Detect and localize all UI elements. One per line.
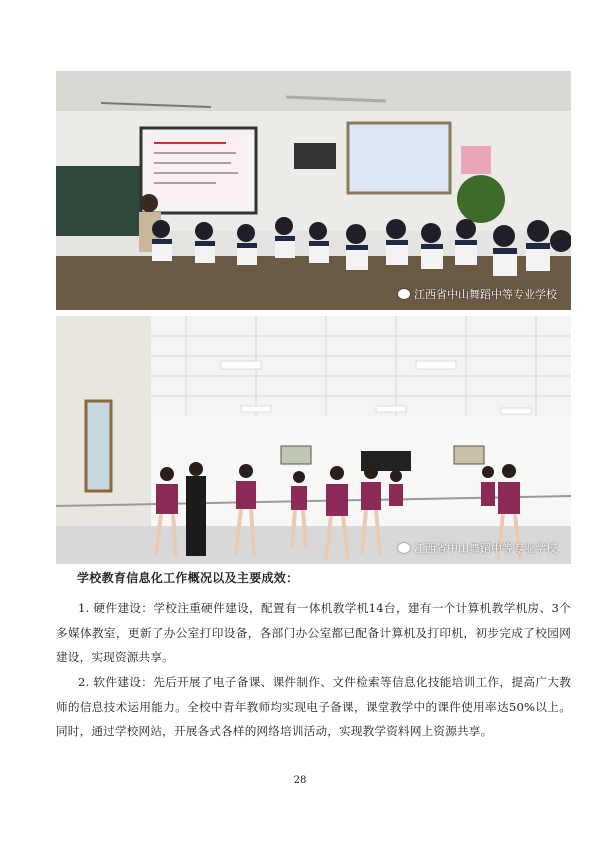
school-watermark <box>398 540 557 556</box>
page-number: 28 <box>293 775 307 786</box>
wechat-icon <box>398 289 410 299</box>
section-heading: 学校教育信息化工作概况以及主要成效： <box>77 571 299 585</box>
paragraph-hardware: 1. 硬件建设：学校注重硬件建设，配置有一体机教学机14台，建有一个计算机教学机房、3个多媒体教室，更新了办公室打印设备，各部门办公室都已配备计算机及打印机，初步完成了校园网建设，实现资源共享。 <box>56 601 571 664</box>
classroom-photo <box>56 71 571 310</box>
paragraph-software: 2. 软件建设：先后开展了电子备课、课件制作、文件检索等信息化技能培训工作，提高广大教师的信息技术运用能力。全校中青年教师均实现电子备课，课堂教学中的课件使用率达50%以上。同时，通过学校网站，开展各式各样的网络培训活动，实现教学资料网上资源共享。 <box>56 675 571 738</box>
dance-studio-photo <box>56 316 571 564</box>
school-watermark <box>398 286 557 302</box>
watermark-text: 江西省中山舞蹈中等专业学校 <box>414 542 557 555</box>
wechat-icon <box>398 543 410 553</box>
watermark-text: 江西省中山舞蹈中等专业学校 <box>414 288 557 301</box>
